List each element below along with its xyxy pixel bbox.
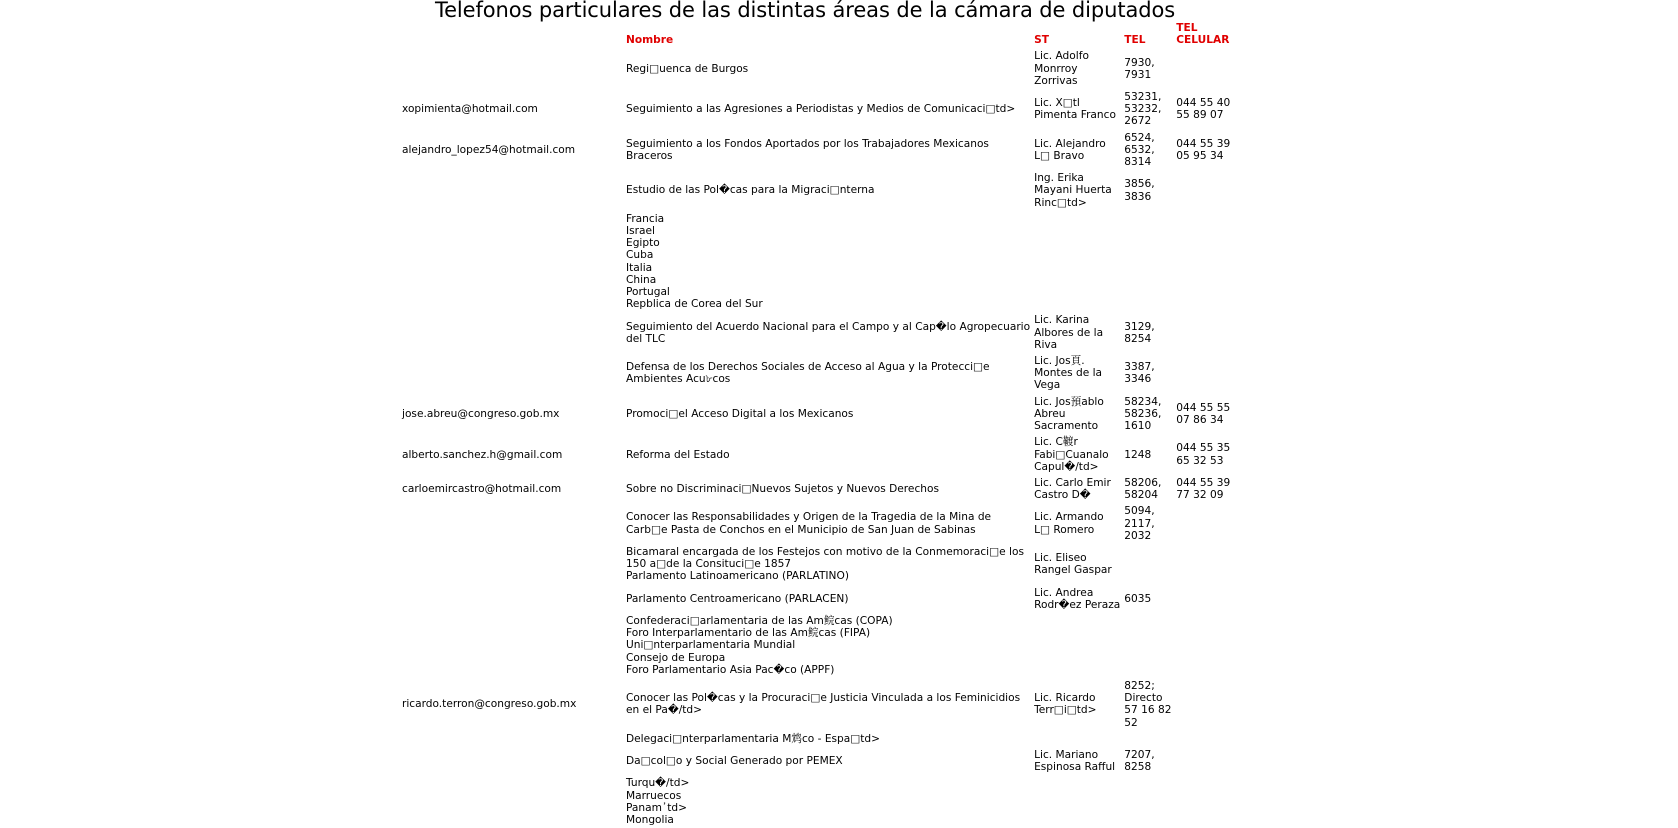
- nombre-cell-line: Seguimiento del Acuerdo Nacional para el Campo y al Cap�lo Agropecuario: [626, 320, 1031, 333]
- table-row: [400, 503, 1238, 544]
- table-row: [400, 170, 1238, 211]
- st-cell-line: Lic. Alejandro: [1034, 137, 1106, 150]
- st-cell-line: Zorrivas: [1034, 74, 1078, 87]
- email-cell-text: alejandro_lopez54@hotmail.com: [402, 143, 576, 156]
- email-cell: [400, 211, 624, 313]
- st-cell: [1032, 585, 1122, 613]
- email-cell: [400, 585, 624, 613]
- celular-cell-line: 65 32 53: [1176, 454, 1224, 467]
- nombre-cell-line: Francia: [626, 212, 665, 225]
- tel-cell: [1122, 544, 1174, 585]
- nombre-cell-line: Foro Interparlamentario de las Am鲩cas (FIPA): [626, 627, 871, 640]
- nombre-cell: [624, 678, 1032, 731]
- nombre-cell: [624, 585, 1032, 613]
- table-row: [400, 747, 1238, 775]
- email-cell: [400, 731, 624, 747]
- nombre-cell-line: Seguimiento a las Agresiones a Periodistas y Medios de Comunicaci□td>: [626, 103, 1016, 116]
- nombre-cell-line: del TLC: [626, 332, 666, 345]
- nombre-cell-line: Confederaci□arlamentaria de las Am鲩cas (COPA): [626, 614, 893, 627]
- tel-cell: [1122, 48, 1174, 89]
- nombre-cell: [624, 89, 1032, 130]
- st-cell-line: Rangel Gaspar: [1034, 564, 1112, 577]
- tel-cell-line: 57 16 82: [1124, 704, 1172, 717]
- tel-cell: [1122, 89, 1174, 130]
- table-row: [400, 434, 1238, 475]
- nombre-cell-line: Italia: [626, 261, 653, 274]
- tel-cell: [1122, 394, 1174, 435]
- tel-cell-line: 8314: [1124, 156, 1152, 169]
- tel-cell-line: 2672: [1124, 115, 1152, 128]
- nombre-cell: [624, 312, 1032, 353]
- st-cell-line: Lic. C䩲r: [1034, 436, 1078, 449]
- celular-cell: [1174, 475, 1238, 503]
- st-cell: [1032, 89, 1122, 130]
- table-row: [400, 613, 1238, 678]
- celular-cell: [1174, 775, 1238, 828]
- header-celular-line1: TEL: [1176, 22, 1198, 34]
- st-cell: [1032, 170, 1122, 211]
- st-cell: [1032, 678, 1122, 731]
- nombre-cell: [624, 434, 1032, 475]
- st-cell-line: Capul�/td>: [1034, 460, 1099, 473]
- tel-cell: [1122, 475, 1174, 503]
- email-cell: [400, 170, 624, 211]
- tel-cell-line: 58234,: [1124, 395, 1162, 408]
- nombre-cell-line: Conocer las Responsabilidades y Origen de la Tragedia de la Mina de: [626, 511, 992, 524]
- tel-cell: [1122, 503, 1174, 544]
- tel-cell-line: 8258: [1124, 761, 1152, 774]
- st-cell: [1032, 394, 1122, 435]
- email-cell-text: carloemircastro@hotmail.com: [402, 483, 562, 495]
- st-cell-line: Sacramento: [1034, 420, 1099, 433]
- celular-cell-line: 77 32 09: [1176, 489, 1224, 502]
- st-cell-line: Rodr�ez Peraza: [1034, 598, 1121, 611]
- celular-cell: [1174, 312, 1238, 353]
- celular-cell-line: 044 55 39: [1176, 137, 1231, 150]
- celular-cell: [1174, 747, 1238, 775]
- nombre-cell-line: Estudio de las Pol�cas para la Migraci□nterna: [626, 184, 875, 197]
- table-row: [400, 775, 1238, 828]
- st-cell-line: Castro D�: [1034, 489, 1091, 502]
- nombre-cell-line: Cuba: [626, 249, 654, 262]
- tel-cell-line: 3129,: [1124, 320, 1155, 333]
- tel-cell-line: 3836: [1124, 190, 1152, 203]
- tel-cell-line: 5094,: [1124, 505, 1155, 518]
- tel-cell: [1122, 613, 1174, 678]
- tel-cell-line: 7930,: [1124, 56, 1155, 69]
- celular-cell-line: 044 55 39: [1176, 476, 1231, 489]
- st-cell-line: Rinc□td>: [1034, 196, 1087, 209]
- nombre-cell: [624, 775, 1032, 828]
- celular-cell: [1174, 89, 1238, 130]
- tel-cell: [1122, 170, 1174, 211]
- tel-cell-line: 1610: [1124, 420, 1152, 433]
- celular-cell: [1174, 731, 1238, 747]
- celular-cell: [1174, 678, 1238, 731]
- nombre-cell: [624, 731, 1032, 747]
- tel-cell-line: 6035: [1124, 592, 1152, 605]
- table-row: [400, 394, 1238, 435]
- tel-cell-line: 6532,: [1124, 143, 1155, 156]
- table-body: [400, 48, 1238, 828]
- table-row: [400, 89, 1238, 130]
- nombre-cell-line: Panam᾿td>: [626, 801, 687, 814]
- email-cell-text: ricardo.terron@congreso.gob.mx: [402, 698, 577, 711]
- tel-cell: [1122, 434, 1174, 475]
- email-cell: [400, 48, 624, 89]
- nombre-cell-line: Consejo de Europa: [626, 651, 726, 664]
- tel-cell-line: 53231,: [1124, 91, 1162, 104]
- st-cell-line: Lic. Jos頁.: [1034, 355, 1085, 368]
- st-cell-line: Monrroy: [1034, 62, 1078, 75]
- celular-cell: [1174, 353, 1238, 394]
- email-cell: [400, 394, 624, 435]
- directory-table: [400, 22, 1238, 828]
- st-cell-line: Mayani Huerta: [1034, 184, 1112, 197]
- tel-cell-line: 7207,: [1124, 748, 1155, 761]
- nombre-cell-line: Reforma del Estado: [626, 448, 730, 461]
- nombre-cell: [624, 353, 1032, 394]
- email-cell: [400, 475, 624, 503]
- header-st: ST: [1034, 34, 1049, 47]
- celular-cell-line: 05 95 34: [1176, 149, 1224, 162]
- nombre-cell-line: Regi□uenca de Burgos: [626, 62, 749, 75]
- table-row: [400, 48, 1238, 89]
- header-tel: TEL: [1124, 34, 1146, 47]
- email-cell-text: jose.abreu@congreso.gob.mx: [402, 407, 560, 420]
- email-cell-text: alberto.sanchez.h@gmail.com: [402, 448, 563, 461]
- st-cell-line: Montes de la: [1034, 367, 1103, 380]
- nombre-cell-line: Sobre no Discriminaci□Nuevos Sujetos y Nuevos Derechos: [626, 483, 939, 495]
- nombre-cell: [624, 475, 1032, 503]
- nombre-cell-line: Bicamaral encargada de los Festejos con motivo de la Conmemoraci□e los: [626, 545, 1024, 558]
- header-celular: [1174, 22, 1238, 48]
- st-cell-line: Pimenta Franco: [1034, 109, 1116, 122]
- nombre-cell-line: Turqu�/td>: [626, 777, 690, 790]
- st-cell: [1032, 434, 1122, 475]
- st-cell: [1032, 48, 1122, 89]
- tel-cell-line: 7931: [1124, 68, 1152, 81]
- page-title: Telefonos particulares de las distintas áreas de la cámara de diputados: [434, 0, 1176, 22]
- st-cell-line: Albores de la: [1034, 326, 1104, 339]
- nombre-cell-line: Braceros: [626, 149, 673, 162]
- email-cell: [400, 434, 624, 475]
- email-cell: [400, 312, 624, 353]
- celular-cell: [1174, 613, 1238, 678]
- tel-cell: [1122, 731, 1174, 747]
- celular-cell: [1174, 394, 1238, 435]
- st-cell-line: Lic. Jos預ablo: [1034, 395, 1104, 408]
- table-row: [400, 585, 1238, 613]
- table-row: [400, 544, 1238, 585]
- nombre-cell-line: Egipto: [626, 237, 660, 250]
- st-cell-line: Lic. Mariano: [1034, 748, 1099, 761]
- nombre-cell: [624, 747, 1032, 775]
- nombre-cell: [624, 394, 1032, 435]
- nombre-cell-line: en el Pa�/td>: [626, 704, 703, 717]
- nombre-cell-line: Da□col□o y Social Generado por PEMEX: [626, 755, 843, 768]
- st-cell: [1032, 312, 1122, 353]
- header-email: [400, 22, 624, 48]
- st-cell-line: Espinosa Rafful: [1034, 761, 1116, 774]
- email-cell: [400, 544, 624, 585]
- nombre-cell: [624, 130, 1032, 171]
- table-row: [400, 475, 1238, 503]
- tel-cell-line: 6524,: [1124, 131, 1155, 144]
- tel-cell-line: 53232,: [1124, 103, 1162, 116]
- st-cell: [1032, 747, 1122, 775]
- tel-cell: [1122, 312, 1174, 353]
- tel-cell-line: 58236,: [1124, 407, 1162, 420]
- st-cell: [1032, 613, 1122, 678]
- email-cell: [400, 353, 624, 394]
- nombre-cell-line: Seguimiento a los Fondos Aportados por los Trabajadores Mexicanos: [626, 137, 989, 150]
- email-cell: [400, 747, 624, 775]
- celular-cell: [1174, 211, 1238, 313]
- tel-cell-line: 3346: [1124, 373, 1152, 386]
- st-cell-line: Terr□i□td>: [1034, 704, 1097, 717]
- st-cell: [1032, 475, 1122, 503]
- nombre-cell-line: Foro Parlamentario Asia Pac�co (APPF): [626, 663, 835, 676]
- nombre-cell-line: Carb□e Pasta de Conchos en el Municipio de San Juan de Sabinas: [626, 523, 976, 536]
- tel-cell: [1122, 211, 1174, 313]
- tel-cell-line: 8254: [1124, 332, 1152, 345]
- header-celular-line2: CELULAR: [1176, 34, 1230, 47]
- st-cell-line: Abreu: [1034, 407, 1066, 420]
- email-cell: [400, 89, 624, 130]
- tel-cell-line: 58206,: [1124, 476, 1162, 489]
- email-cell: [400, 613, 624, 678]
- tel-cell-line: 8252;: [1124, 679, 1155, 692]
- nombre-cell: [624, 48, 1032, 89]
- st-cell: [1032, 775, 1122, 828]
- email-cell: [400, 130, 624, 171]
- nombre-cell-line: Repblica de Corea del Sur: [626, 298, 763, 311]
- table-row: [400, 211, 1238, 313]
- nombre-cell-line: 150 a□de la Consituci□e 1857: [626, 558, 792, 571]
- nombre-cell-line: Ambientes Acu৮cos: [626, 373, 731, 386]
- celular-cell-line: 044 55 55: [1176, 401, 1231, 414]
- nombre-cell: [624, 211, 1032, 313]
- nombre-cell-line: Delegaci□nterparlamentaria M鸩co - Espa□td>: [626, 732, 881, 745]
- table-row: [400, 130, 1238, 171]
- celular-cell-line: 55 89 07: [1176, 109, 1224, 122]
- nombre-cell-line: Portugal: [626, 286, 670, 299]
- st-cell-line: Lic. Adolfo: [1034, 50, 1089, 63]
- header-nombre: Nombre: [626, 34, 674, 47]
- nombre-cell-line: Parlamento Latinoamericano (PARLATINO): [626, 570, 849, 583]
- st-cell-line: L□ Romero: [1034, 523, 1095, 536]
- table-row: [400, 312, 1238, 353]
- tel-cell-line: 2032: [1124, 529, 1152, 542]
- tel-cell: [1122, 678, 1174, 731]
- celular-cell-line: 044 55 35: [1176, 442, 1231, 455]
- email-cell: [400, 503, 624, 544]
- celular-cell: [1174, 585, 1238, 613]
- st-cell: [1032, 211, 1122, 313]
- st-cell-line: Vega: [1034, 379, 1061, 392]
- celular-cell: [1174, 130, 1238, 171]
- nombre-cell: [624, 503, 1032, 544]
- table-row: [400, 678, 1238, 731]
- email-cell: [400, 678, 624, 731]
- nombre-cell-line: Defensa de los Derechos Sociales de Acceso al Agua y la Protecci□e: [626, 361, 990, 374]
- st-cell-line: Lic. Carlo Emir: [1034, 476, 1111, 489]
- st-cell: [1032, 503, 1122, 544]
- tel-cell: [1122, 130, 1174, 171]
- table-row: [400, 731, 1238, 747]
- celular-cell: [1174, 503, 1238, 544]
- celular-cell-line: 07 86 34: [1176, 413, 1224, 426]
- st-cell-line: Lic. Karina: [1034, 314, 1090, 327]
- header-row: [400, 22, 1238, 48]
- nombre-cell: [624, 613, 1032, 678]
- table-row: [400, 353, 1238, 394]
- nombre-cell: [624, 544, 1032, 585]
- tel-cell-line: 3856,: [1124, 178, 1155, 191]
- nombre-cell-line: Promoci□el Acceso Digital a los Mexicanos: [626, 407, 854, 420]
- tel-cell-line: 52: [1124, 716, 1138, 729]
- tel-cell: [1122, 585, 1174, 613]
- st-cell-line: Riva: [1034, 338, 1058, 351]
- celular-cell: [1174, 434, 1238, 475]
- tel-cell-line: 3387,: [1124, 361, 1155, 374]
- email-cell: [400, 775, 624, 828]
- st-cell-line: Lic. Armando: [1034, 511, 1104, 524]
- tel-cell-line: 58204: [1124, 489, 1158, 502]
- st-cell-line: Lic. Ricardo: [1034, 692, 1096, 705]
- nombre-cell-line: Israel: [626, 225, 655, 238]
- nombre-cell-line: Marruecos: [626, 789, 682, 802]
- st-cell: [1032, 353, 1122, 394]
- nombre-cell-line: China: [626, 273, 657, 286]
- tel-cell: [1122, 775, 1174, 828]
- st-cell-line: Fabi□Cuanalo: [1034, 448, 1109, 461]
- nombre-cell-line: Mongolia: [626, 813, 674, 826]
- tel-cell-line: 2117,: [1124, 517, 1155, 530]
- tel-cell: [1122, 353, 1174, 394]
- celular-cell: [1174, 544, 1238, 585]
- tel-cell-line: Directo: [1124, 692, 1163, 705]
- st-cell: [1032, 731, 1122, 747]
- st-cell-line: Lic. Andrea: [1034, 586, 1094, 599]
- st-cell: [1032, 130, 1122, 171]
- st-cell: [1032, 544, 1122, 585]
- email-cell-text: xopimienta@hotmail.com: [402, 103, 538, 116]
- tel-cell: [1122, 747, 1174, 775]
- celular-cell: [1174, 170, 1238, 211]
- nombre-cell-line: Uni□nterparlamentaria Mundial: [626, 639, 796, 652]
- nombre-cell: [624, 170, 1032, 211]
- st-cell-line: Lic. Eliseo: [1034, 552, 1087, 565]
- nombre-cell-line: Conocer las Pol�cas y la Procuraci□e Justicia Vinculada a los Feminicidios: [626, 692, 1021, 705]
- tel-cell-line: 1248: [1124, 448, 1152, 461]
- st-cell-line: Ing. Erika: [1034, 172, 1084, 185]
- celular-cell-line: 044 55 40: [1176, 97, 1231, 110]
- nombre-cell-line: Parlamento Centroamericano (PARLACEN): [626, 592, 849, 605]
- st-cell-line: Lic. X□tl: [1034, 97, 1080, 110]
- st-cell-line: L□ Bravo: [1034, 149, 1085, 162]
- celular-cell: [1174, 48, 1238, 89]
